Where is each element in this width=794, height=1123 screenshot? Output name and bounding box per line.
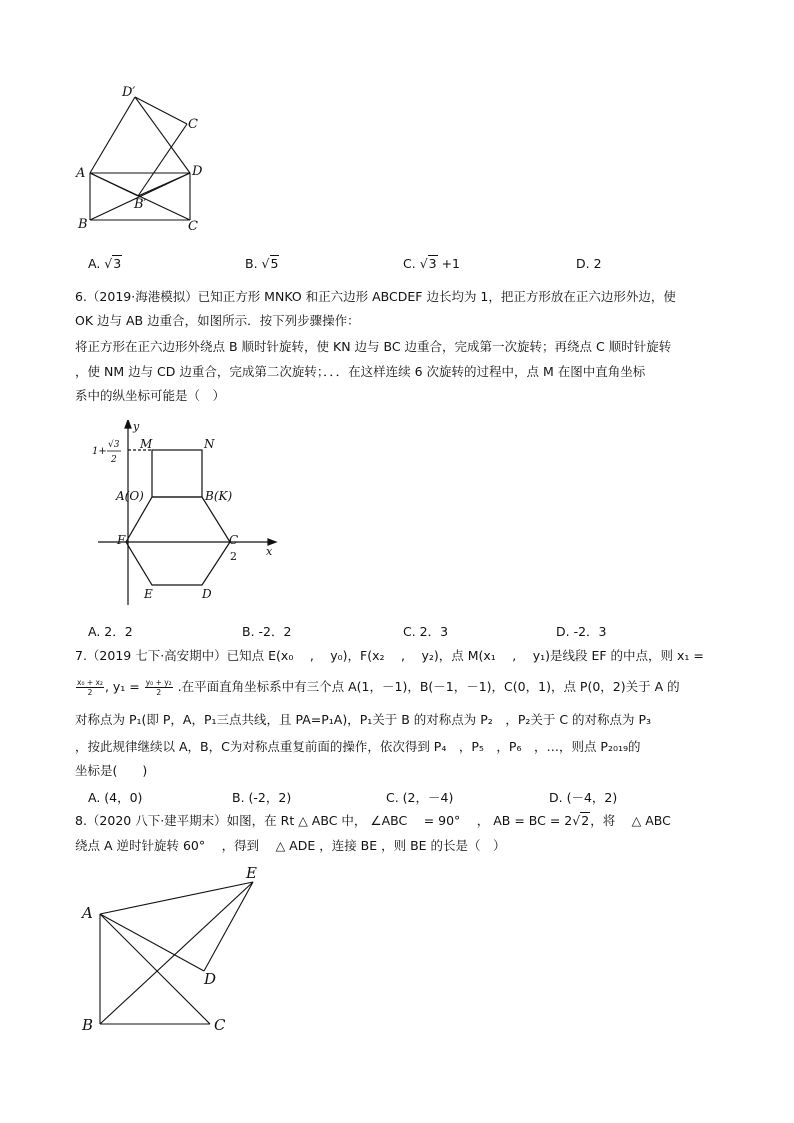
q5-option-c[interactable] (403, 256, 460, 271)
q7-option-d[interactable]: D. (－4，2) (549, 790, 618, 805)
q6-y-axis-label: y (133, 420, 140, 433)
q6-line-4: ，使 NM 边与 CD 边重合，完成第二次旋转；．．．在这样连续 6 次旋转的过程中，点 M 在图中直角坐标 (75, 364, 646, 379)
q8-line-1-text: 8.（2020 八下·建平期末）如图，在 Rt △ ABC 中， ∠ABC = 90° ， AB = BC = 2 (75, 813, 573, 828)
q8-label-a: A (82, 904, 93, 922)
q5-figure (70, 80, 220, 240)
q7-option-c[interactable]: C. (2，－4) (386, 790, 454, 805)
q7-frac-x-den: 2 (87, 688, 93, 697)
q5-option-c-letter: C. (403, 256, 416, 271)
q8-line-1-end: ，将 △ ABC (590, 813, 671, 828)
q8-label-e: E (246, 864, 257, 882)
sqrt-icon: √ (572, 813, 581, 828)
q5-label-bprime: B′ (134, 197, 147, 212)
q5-option-a-radicand: 3 (113, 256, 122, 271)
q6-option-d[interactable]: D. -2．3 (556, 624, 607, 639)
sqrt-icon: √ (419, 256, 428, 271)
q6-label-d: D (202, 587, 212, 601)
q5-option-a-letter: A. (88, 256, 101, 271)
q6-label-f: F (117, 533, 126, 547)
q6-label-b: B(K) (205, 489, 233, 503)
q5-option-c-radicand: 3 (428, 256, 437, 271)
q6-ytick-num: √3 (108, 440, 120, 450)
q6-label-a: A(O) (116, 489, 144, 503)
q5-option-b-radicand: 5 (270, 256, 279, 271)
q5-label-d: D (192, 164, 203, 179)
q7-frac-y-num: y₀ + y₂ (145, 678, 172, 687)
q8-line-2: 绕点 A 逆时针旋转 60° ，得到 △ ADE ，连接 BE ，则 BE 的长是（ ） (75, 838, 506, 853)
q7-line-4: ，按此规律继续以 A，B，C为对称点重复前面的操作，依次得到 P₄ ，P₅ ，P₆ ，…，则点 P₂₀₁₉的 (75, 739, 641, 754)
q5-option-b[interactable] (245, 256, 279, 271)
q6-xtick-2: 2 (230, 550, 237, 563)
q7-y1-eq: , y₁ = (104, 679, 144, 694)
q7-option-b[interactable]: B. (-2，2) (232, 790, 292, 805)
q5-option-c-suffix: +1 (437, 256, 461, 271)
q5-option-d-text: 2 (589, 256, 602, 271)
q5-option-b-letter: B. (245, 256, 258, 271)
q7-option-a[interactable]: A. (4，0) (88, 790, 143, 805)
q5-label-dprime: D′ (122, 85, 136, 100)
q7-line-2 (75, 677, 680, 697)
sqrt-icon: √ (261, 256, 270, 271)
q6-label-c: C (229, 533, 239, 547)
q6-line-3: 将正方形在正六边形外绕点 B 顺时针旋转，使 KN 边与 BC 边重合，完成第一次旋转；再绕点 C 顺时针旋转 (75, 339, 672, 354)
q8-radicand: 2 (581, 813, 590, 828)
q6-line-5: 系中的纵坐标可能是（ ） (75, 388, 226, 403)
q7-line-2-text: .在平面直角坐标系中有三个点 A(1，－1)，B(－1，－1)，C(0，1)，点 P(0，2)关于 A 的 (173, 679, 680, 694)
q5-option-a[interactable] (88, 256, 122, 271)
q7-line-5: 坐标是( ) (75, 763, 148, 778)
q6-line-1: 6.（2019·海港模拟）已知正方形 MNKO 和正六边形 ABCDEF 边长均为 1，把正方形放在正六边形外边，使 (75, 289, 676, 304)
q6-option-a[interactable]: A. 2．2 (88, 624, 133, 639)
q8-label-d: D (204, 970, 217, 988)
q8-line-1 (75, 811, 671, 831)
q7-fraction-y (145, 678, 173, 697)
q6-ytick-a: 1+ (92, 446, 107, 457)
q5-label-a: A (76, 166, 86, 181)
sqrt-icon: √ (104, 256, 113, 271)
q5-label-b: B (78, 217, 88, 232)
q6-option-b[interactable]: B. -2．2 (242, 624, 292, 639)
q7-line-3: 对称点为 P₁(即 P，A，P₁三点共线，且 PA=P₁A)，P₁关于 B 的对称点为 P₂ ，P₂关于 C 的对称点为 P₃ (75, 712, 652, 727)
q7-frac-x-num: x₀ + x₂ (77, 678, 103, 687)
q8-figure (70, 858, 270, 1038)
q5-label-c-bottom: C (188, 219, 198, 234)
q5-label-c-top: C (188, 117, 198, 132)
q6-line-2: OK 边与 AB 边重合，如图所示．按下列步骤操作： (75, 313, 360, 328)
q6-label-e: E (144, 587, 153, 601)
q6-x-axis-label: x (266, 545, 273, 558)
q7-fraction-x (76, 678, 104, 697)
q5-option-d[interactable] (576, 256, 602, 271)
q6-label-n: N (204, 437, 215, 451)
q6-figure (88, 420, 288, 610)
q8-label-c: C (214, 1016, 226, 1034)
q8-label-b: B (82, 1016, 94, 1034)
q6-option-c[interactable]: C. 2．3 (403, 624, 449, 639)
q7-line-1: 7.（2019 七下·高安期中）已知点 E(x₀ , y₀)，F(x₂ , y₂)，点 M(x₁ , y₁)是线段 EF 的中点，则 x₁ = (75, 648, 704, 663)
q7-frac-y-den: 2 (156, 688, 162, 697)
q6-label-m: M (140, 437, 153, 451)
q6-ytick-den: 2 (111, 455, 117, 465)
q5-option-d-letter: D. (576, 256, 590, 271)
